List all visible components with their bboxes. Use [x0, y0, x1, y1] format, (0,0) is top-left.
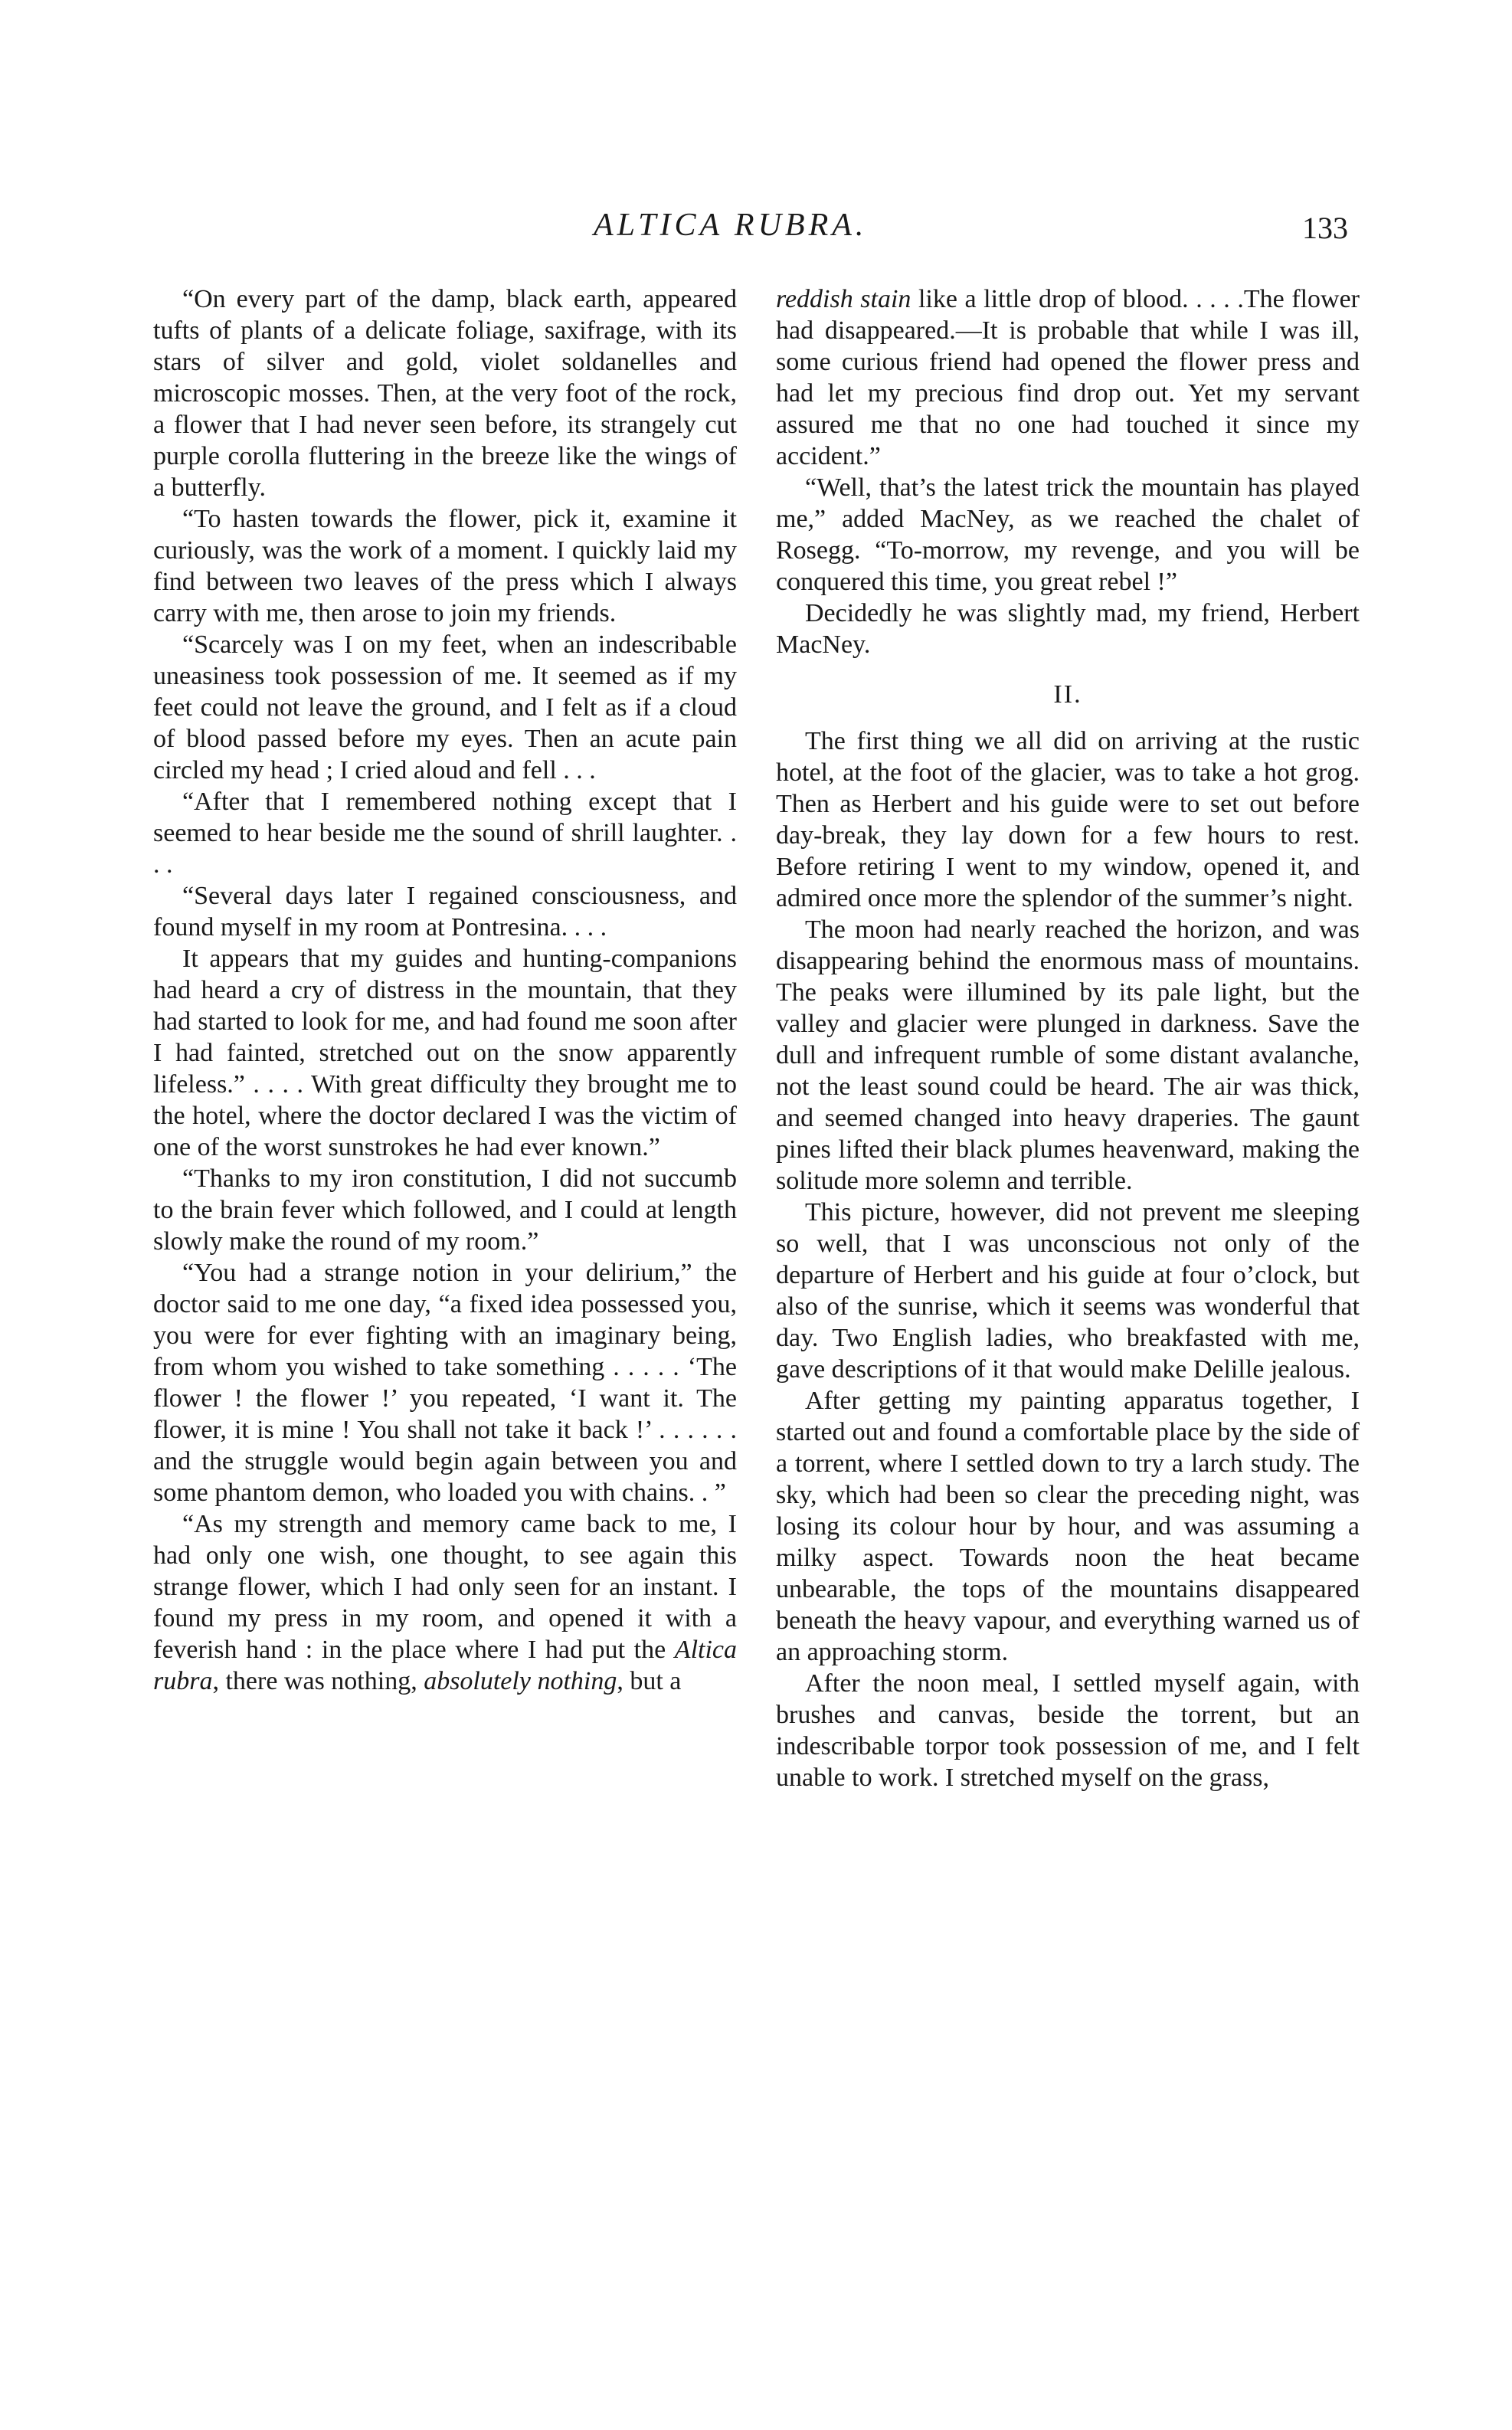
paragraph: “You had a strange notion in your delirium,” the doctor said to me one day, “a fixed idea possessed you, you were for ever fighting with an imaginary being, from whom you wished to take something . . . . . ‘The flower ! the flower !’ you repeated, ‘I want it. The flower, it is mine ! You shall not take it back !’ . . . . . . and the struggle would begin again between you and some phantom demon, who loaded you with chains. . ”	[153, 1259, 737, 1507]
paragraph: Decidedly he was slightly mad, my friend, Herbert MacNey.	[776, 599, 1360, 659]
text-run: , but a	[617, 1667, 682, 1695]
paragraph: “Several days later I regained consciousness, and found myself in my room at Pontresina. . . .	[153, 882, 737, 942]
paragraph: “After that I remembered nothing except that I seemed to hear beside me the sound of shrill laughter. . . .	[153, 788, 737, 879]
paragraph: The moon had nearly reached the horizon, and was disappearing behind the enormous mass of mountains. The peaks were illumined by its pale light, but the valley and glacier were plunged in darkness. Save the dull and infrequent rumble of some distant avalanche, not the least sound could be heard. The air was thick, and seemed changed into heavy draperies. The gaunt pines lifted their black plumes heavenward, making the solitude more solemn and terrible.	[776, 915, 1360, 1195]
paragraph: The first thing we all did on arriving at the rustic hotel, at the foot of the glacier, was to take a hot grog. Then as Herbert and his guide were to set out before day-break, they lay down for a few hours to rest. Before retiring I went to my window, opened it, and admired once more the splendor of the summer’s night.	[776, 727, 1360, 912]
section-heading: II.	[1053, 680, 1082, 709]
italic-emphasis: absolutely nothing	[424, 1667, 617, 1695]
text-run: “As my strength and memory came back to me, I had only one wish, one thought, to see again this strange flower, which I had only seen for an instant. I found my press in my room, and opened it with a feverish hand : in the place where I had put the	[153, 1510, 737, 1664]
italic-emphasis: reddish stain	[776, 285, 911, 313]
paragraph: “On every part of the damp, black earth, appeared tufts of plants of a delicate foliage, saxifrage, with its stars of silver and gold, violet soldanelles and microscopic mosses. Then, at the very foot of the rock, a flower that I had never seen before, its strangely cut purple corolla fluttering in the breeze like the wings of a butterfly.	[153, 285, 737, 502]
left-column	[153, 283, 737, 1697]
paragraph-continued	[776, 283, 1360, 472]
paragraph: “Thanks to my iron constitution, I did not succumb to the brain fever which followed, and I could at length slowly make the round of my room.”	[153, 1164, 737, 1256]
italic-species-name: Altica rubra	[153, 1636, 737, 1695]
paragraph: It appears that my guides and hunting-companions had heard a cry of distress in the mountain, that they had started to look for me, and had found me soon after I had fainted, stretched out on the snow apparently lifeless.” . . . . With great difficulty they brought me to the hotel, where the doctor declared I was the victim of one of the worst sunstrokes he had ever known.”	[153, 945, 737, 1161]
paragraph: “Well, that’s the latest trick the mountain has played me,” added MacNey, as we reached the chalet of Rosegg. “To-morrow, my revenge, and you will be conquered this time, you great rebel !”	[776, 473, 1360, 596]
paragraph: This picture, however, did not prevent me sleeping so well, that I was unconscious not only of the departure of Herbert and his guide at four o’clock, but also of the sunrise, which it seems was wonderful that day. Two English ladies, who breakfasted with me, gave descriptions of it that would make Delille jealous.	[776, 1198, 1360, 1384]
paragraph: “Scarcely was I on my feet, when an indescribable uneasiness took possession of me. It seemed as if my feet could not leave the ground, and I felt as if a cloud of blood passed before my eyes. Then an acute pain circled my head ; I cried aloud and fell . . .	[153, 630, 737, 784]
running-title: ALTICA RUBRA.	[594, 208, 868, 243]
running-head	[0, 207, 1512, 253]
page-number: 133	[1302, 211, 1348, 245]
paragraph: After getting my painting apparatus together, I started out and found a comfortable place by the side of a torrent, where I settled down to try a larch study. The sky, which had been so clear the preceding night, was losing its colour hour by hour, and was assuming a milky aspect. Towards noon the heat became unbearable, the tops of the mountains disappeared beneath the heavy vapour, and everything warned us of an approaching storm.	[776, 1387, 1360, 1666]
text-run: , there was nothing,	[212, 1667, 424, 1695]
text-run: like a little drop of blood. . . . .The flower had disappeared.—It is probable that while I was ill, some curious friend had opened the flower press and had let my precious find drop out. Yet my servant assured me that no one had touched it since my accident.”	[776, 285, 1360, 470]
right-column	[776, 283, 1360, 1793]
paragraph: “To hasten towards the flower, pick it, examine it curiously, was the work of a moment. I quickly laid my find between two leaves of the press which I always carry with me, then arose to join my friends.	[153, 505, 737, 627]
paragraph: After the noon meal, I settled myself again, with brushes and canvas, beside the torrent, but an indescribable torpor took possession of me, and I felt unable to work. I stretched myself on the grass,	[776, 1669, 1360, 1792]
paragraph	[153, 1508, 737, 1697]
